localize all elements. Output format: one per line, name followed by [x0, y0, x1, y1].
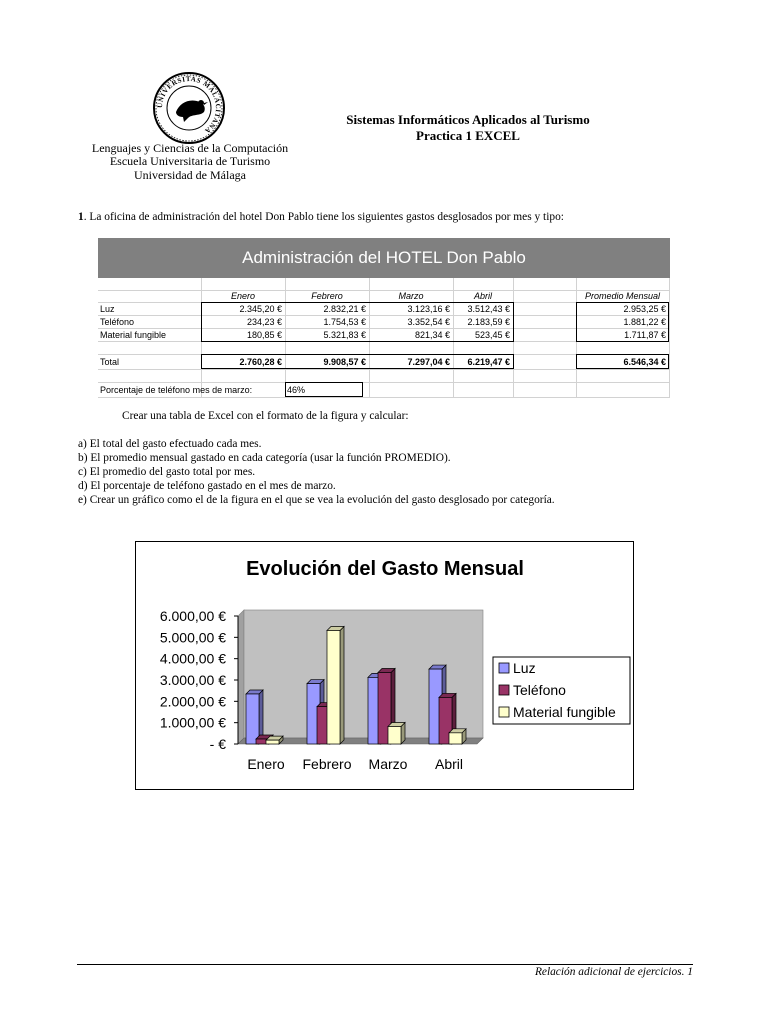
instructions-lead: Crear una tabla de Excel con el formato de la figura y calcular: — [122, 410, 409, 422]
cell-luz-marzo: 3.123,16 € — [407, 304, 450, 314]
cell-luz-enero: 2.345,20 € — [239, 304, 282, 314]
row-label-luz: Luz — [100, 304, 115, 314]
exercise-number: 1 — [78, 211, 84, 223]
cell-material-enero: 180,85 € — [246, 330, 282, 340]
y-tick-label: 3.000,00 € — [159, 672, 226, 688]
school-name: Escuela Universitaria de Turismo — [109, 154, 271, 168]
cell-total-promedio: 6.546,34 € — [623, 357, 666, 367]
legend-swatch — [499, 663, 509, 673]
instruction-item: d) El porcentaje de teléfono gastado en el mes de marzo. — [78, 480, 336, 492]
cell-material-promedio: 1.711,87 € — [624, 330, 666, 340]
cell-telefono-abril: 2.183,59 € — [467, 317, 510, 327]
y-tick-label: 2.000,00 € — [159, 693, 226, 710]
y-tick-label: 1.000,00 € — [159, 714, 226, 731]
x-category-label: Abril — [434, 756, 464, 772]
bar — [246, 694, 259, 744]
cell-material-abril: 523,45 € — [474, 330, 510, 340]
row-label-material: Material fungible — [100, 330, 167, 340]
cell-telefono-promedio: 1.881,22 € — [623, 317, 666, 327]
cell-material-marzo: 821,34 € — [414, 330, 450, 340]
exercise-statement — [78, 211, 564, 223]
header-febrero: Febrero — [311, 291, 343, 301]
course-title: Sistemas Informáticos Aplicados al Turismo — [346, 112, 590, 127]
row-label-total: Total — [100, 357, 120, 367]
expense-chart — [135, 541, 634, 790]
x-category-label: Febrero — [302, 756, 352, 772]
cell-luz-febrero: 2.832,21 € — [323, 304, 366, 314]
exercise-text: . La oficina de administración del hotel Don Pablo tiene los siguientes gastos desglosados por mes y tipo: — [83, 211, 564, 223]
plot-side-wall — [238, 610, 244, 744]
university-seal-logo — [150, 72, 228, 144]
bar — [388, 726, 401, 744]
cell-luz-promedio: 2.953,25 € — [623, 304, 666, 314]
cell-total-enero: 2.760,28 € — [239, 357, 282, 367]
cell-telefono-marzo: 3.352,54 € — [407, 317, 450, 327]
university-name: Universidad de Málaga — [134, 168, 246, 182]
footer-rule — [77, 964, 693, 965]
sheet-title: Administración del HOTEL Don Pablo — [242, 248, 526, 267]
bar — [327, 630, 340, 744]
cell-telefono-febrero: 1.754,53 € — [323, 317, 366, 327]
bar — [266, 740, 279, 744]
legend-label: Material fungible — [513, 704, 616, 720]
legend-label: Teléfono — [513, 682, 566, 698]
bar-side — [340, 626, 344, 744]
cell-luz-abril: 3.512,43 € — [467, 304, 510, 314]
x-category-label: Enero — [247, 756, 285, 772]
header-abril: Abril — [473, 291, 492, 301]
expense-spreadsheet — [98, 238, 670, 398]
y-tick-label: 4.000,00 € — [159, 650, 226, 667]
legend-swatch — [499, 707, 509, 717]
cell-total-marzo: 7.297,04 € — [407, 357, 450, 367]
bar — [449, 733, 462, 744]
legend-swatch — [499, 685, 509, 695]
footer-text: Relación adicional de ejercicios. 1 — [534, 966, 693, 978]
y-tick-label: 5.000,00 € — [159, 629, 226, 646]
instruction-item: a) El total del gasto efectuado cada mes. — [78, 438, 262, 450]
header-enero: Enero — [230, 291, 256, 301]
cell-telefono-enero: 234,23 € — [246, 317, 282, 327]
chart-title: Evolución del Gasto Mensual — [246, 558, 524, 580]
instruction-item: e) Crear un gráfico como el de la figura en el que se vea la evolución del gasto desglosado por categoría. — [78, 494, 555, 506]
cell-material-febrero: 5.321,83 € — [323, 330, 366, 340]
y-tick-label: 6.000,00 € — [159, 608, 226, 624]
cell-total-abril: 6.219,47 € — [467, 357, 510, 367]
phone-percentage-label: Porcentaje de teléfono mes de marzo: — [100, 385, 253, 395]
header-marzo: Marzo — [398, 291, 424, 301]
y-tick-label: - € — [209, 736, 226, 752]
practice-title: Practica 1 EXCEL — [416, 128, 520, 143]
x-category-label: Marzo — [368, 756, 408, 772]
department-name: Lenguajes y Ciencias de la Computación — [91, 141, 289, 155]
row-label-telefono: Teléfono — [100, 317, 135, 327]
instruction-item: b) El promedio mensual gastado en cada categoría (usar la función PROMEDIO). — [78, 452, 451, 464]
phone-percentage-value: 46% — [287, 385, 306, 395]
legend-label: Luz — [513, 660, 536, 676]
instruction-item: c) El promedio del gasto total por mes. — [78, 466, 256, 478]
header-promedio-mensual: Promedio Mensual — [584, 291, 661, 301]
cell-total-febrero: 9.908,57 € — [323, 357, 366, 367]
seal-lettering: UNIVERSITAS MALACITANA — [155, 74, 223, 136]
